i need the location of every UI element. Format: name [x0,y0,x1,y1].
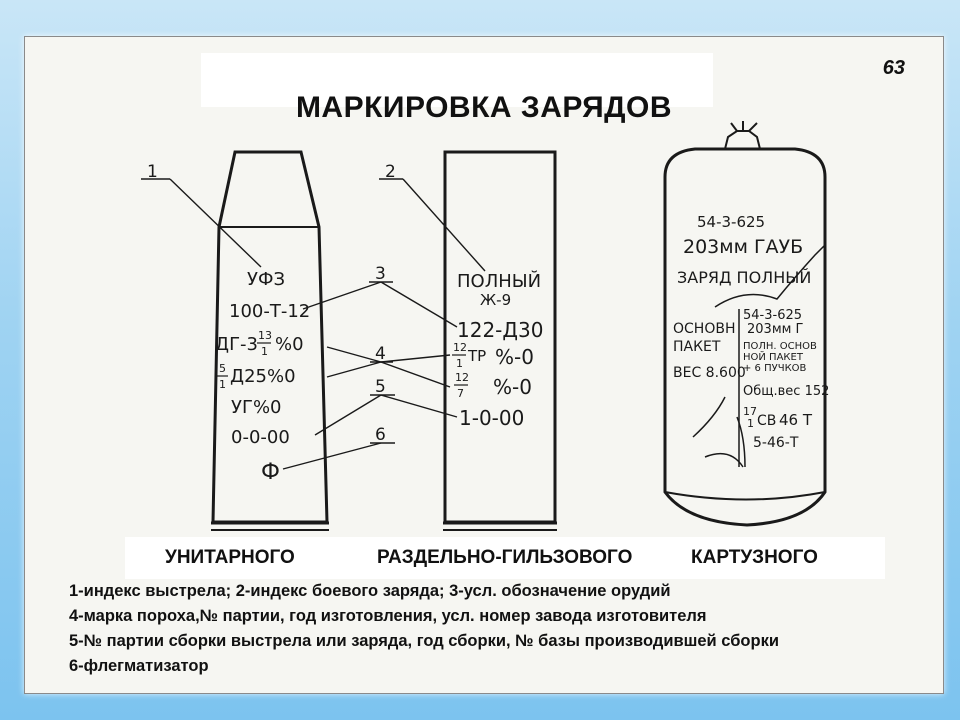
callout-2: 2 [385,162,396,182]
cartridge-pack-line-3: + 6 ПУЧКОВ [743,363,807,374]
callout-6: 6 [375,425,386,445]
separate-charge-sub: Ж-9 [480,291,512,309]
callout-3: 3 [375,264,386,284]
legend-item-4: 6-флегматизатор [69,657,209,675]
separate-assembly: 1-0-00 [459,406,525,430]
cartridge-powder-grade: СВ [757,413,777,429]
separate-powder-1-num: 12 [453,341,467,354]
separate-charge-index: ПОЛНЫЙ [457,271,542,292]
cartridge-assembly: 5-46-Т [753,435,799,451]
cartridge-powder-num: 17 [743,405,757,418]
cartridge-charge-name: ЗАРЯД ПОЛНЫЙ [677,268,812,287]
cartridge-main-pack-1: ОСНОВН [673,321,736,337]
unitary-assembly: 0-0-00 [231,427,290,448]
separate-powder-1-den: 1 [456,357,463,370]
unitary-powder-1-pct: %0 [275,334,304,355]
separate-gun-designation: 122-Д30 [457,318,544,342]
separate-powder-1-pct: %-0 [495,345,534,369]
callout-1: 1 [147,162,158,182]
cartridge-gun-designation: 203мм ГАУБ [683,236,804,258]
caption-separate: РАЗДЕЛЬНО-ГИЛЬЗОВОГО [377,547,633,568]
unitary-phlegmatizer: Ф [261,460,280,485]
unitary-powder-1-num: 13 [258,329,272,342]
cartridge-powder-lot: 46 Т [779,411,813,429]
cartridge-powder-den: 1 [747,417,754,430]
caption-unitary: УНИТАРНОГО [165,547,295,568]
caption-cartridge: КАРТУЗНОГО [691,547,818,568]
separate-powder-2-pct: %-0 [493,375,532,399]
cartridge-pack-line-2: НОЙ ПАКЕТ [743,352,803,363]
cartridge-main-pack-weight: ВЕС 8.600 [673,365,746,381]
cartridge-charge-index: 54-3-625 [697,213,766,231]
page-title: МАРКИРОВКА ЗАРЯДОВ [295,91,673,124]
cartridge-total-weight: Общ.вес 152 [743,384,830,399]
legend-item-3: 5-№ партии сборки выстрела или заряда, год сборки, № базы производившей сборки [69,632,779,650]
cartridge-index-2: 54-3-625 [743,308,803,323]
unitary-powder-2: Д25%0 [230,366,296,387]
unitary-shot-index: УФЗ [247,269,286,290]
legend [69,579,929,679]
unitary-powder-2-num: 5 [219,362,226,375]
legend-item-2: 4-марка пороха,№ партии, год изготовления, усл. номер завода изготовителя [69,607,707,625]
unitary-powder-1-den: 1 [261,345,268,358]
unitary-powder-2-den: 1 [219,378,226,391]
separate-powder-2-den: 7 [457,387,464,400]
separate-powder-2-num: 12 [455,371,469,384]
callout-4: 4 [375,344,386,364]
slide-page [24,36,944,694]
cartridge-gun-2: 203мм Г [747,322,804,337]
unitary-gun-designation: 100-Т-12 [229,301,311,322]
cartridge-pack-line-1: ПОЛН. ОСНОВ [743,341,817,352]
callout-5: 5 [375,377,386,397]
unitary-powder-3: УГ%0 [231,397,282,418]
cartridge-main-pack-2: ПАКЕТ [673,339,721,355]
separate-powder-1-grade: ТР [468,347,487,365]
legend-item-1: 1-индекс выстрела; 2-индекс боевого заряда; 3-усл. обозначение орудий [69,582,671,600]
callout-leaders [141,179,485,469]
unitary-powder-1: ДГ-3 [215,334,258,355]
page-number: 63 [882,57,905,79]
